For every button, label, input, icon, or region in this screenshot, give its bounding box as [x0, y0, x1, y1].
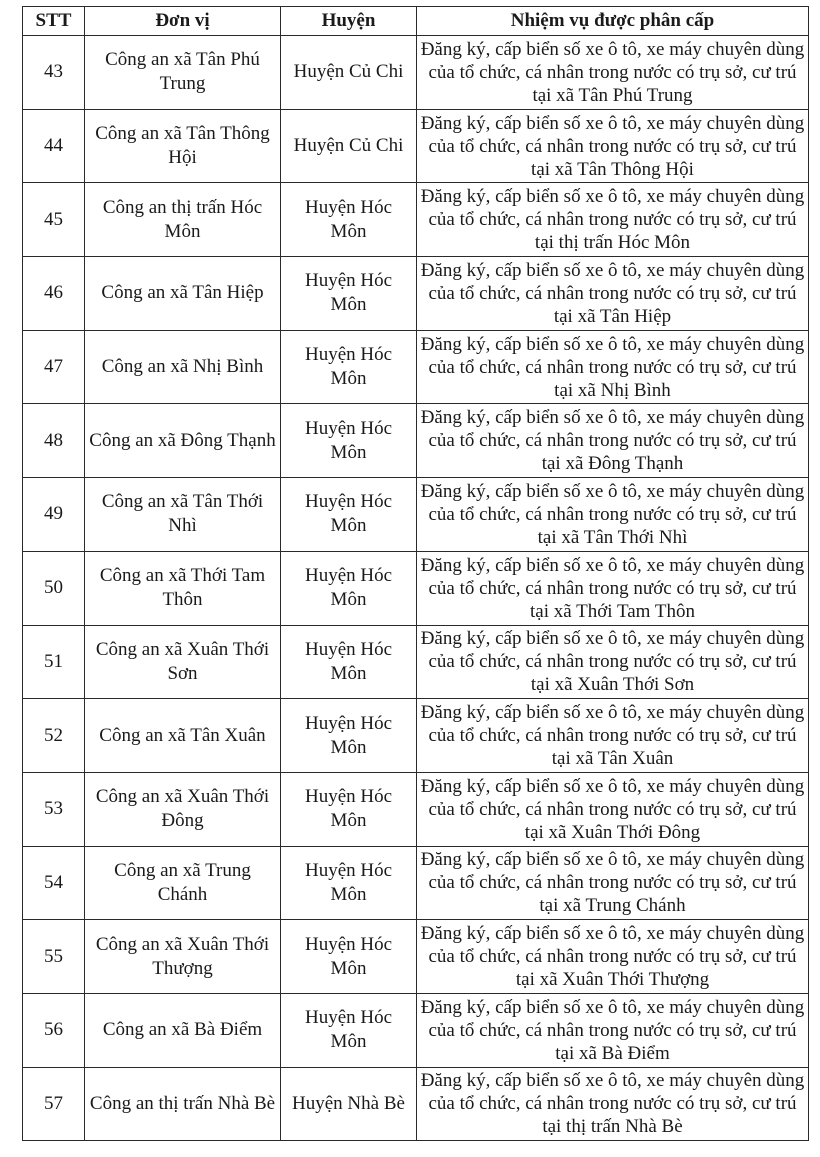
row-unit: Công an xã Tân Thới Nhì — [85, 478, 281, 552]
document-page — [22, 6, 808, 1141]
header-task: Nhiệm vụ được phân cấp — [417, 7, 809, 36]
row-task: Đăng ký, cấp biển số xe ô tô, xe máy chuyên dùng của tổ chức, cá nhân trong nước có trụ sở, cư trú tại xã Nhị Bình — [417, 330, 809, 404]
row-stt: 54 — [23, 846, 85, 920]
row-stt: 44 — [23, 109, 85, 183]
row-stt: 57 — [23, 1067, 85, 1141]
table-row — [23, 920, 809, 994]
table-row — [23, 625, 809, 699]
row-task: Đăng ký, cấp biển số xe ô tô, xe máy chuyên dùng của tổ chức, cá nhân trong nước có trụ sở, cư trú tại xã Bà Điểm — [417, 993, 809, 1067]
row-unit: Công an xã Xuân Thới Sơn — [85, 625, 281, 699]
row-task: Đăng ký, cấp biển số xe ô tô, xe máy chuyên dùng của tổ chức, cá nhân trong nước có trụ sở, cư trú tại xã Đông Thạnh — [417, 404, 809, 478]
row-unit: Công an xã Bà Điểm — [85, 993, 281, 1067]
row-task: Đăng ký, cấp biển số xe ô tô, xe máy chuyên dùng của tổ chức, cá nhân trong nước có trụ sở, cư trú tại xã Tân Xuân — [417, 699, 809, 773]
table-row — [23, 257, 809, 331]
row-stt: 56 — [23, 993, 85, 1067]
row-task: Đăng ký, cấp biển số xe ô tô, xe máy chuyên dùng của tổ chức, cá nhân trong nước có trụ sở, cư trú tại xã Tân Phú Trung — [417, 36, 809, 110]
row-task: Đăng ký, cấp biển số xe ô tô, xe máy chuyên dùng của tổ chức, cá nhân trong nước có trụ sở, cư trú tại xã Xuân Thới Sơn — [417, 625, 809, 699]
row-unit: Công an xã Tân Hiệp — [85, 257, 281, 331]
row-task: Đăng ký, cấp biển số xe ô tô, xe máy chuyên dùng của tổ chức, cá nhân trong nước có trụ sở, cư trú tại thị trấn Nhà Bè — [417, 1067, 809, 1141]
row-district: Huyện Củ Chi — [281, 36, 417, 110]
table-row — [23, 183, 809, 257]
row-district: Huyện Hóc Môn — [281, 404, 417, 478]
row-unit: Công an thị trấn Hóc Môn — [85, 183, 281, 257]
row-unit: Công an xã Thới Tam Thôn — [85, 551, 281, 625]
row-district: Huyện Nhà Bè — [281, 1067, 417, 1141]
row-district: Huyện Hóc Môn — [281, 330, 417, 404]
row-district: Huyện Hóc Môn — [281, 772, 417, 846]
row-stt: 45 — [23, 183, 85, 257]
row-task: Đăng ký, cấp biển số xe ô tô, xe máy chuyên dùng của tổ chức, cá nhân trong nước có trụ sở, cư trú tại xã Xuân Thới Đông — [417, 772, 809, 846]
row-stt: 52 — [23, 699, 85, 773]
row-unit: Công an xã Tân Thông Hội — [85, 109, 281, 183]
row-district: Huyện Hóc Môn — [281, 625, 417, 699]
row-stt: 46 — [23, 257, 85, 331]
row-district: Huyện Củ Chi — [281, 109, 417, 183]
row-unit: Công an xã Tân Phú Trung — [85, 36, 281, 110]
row-unit: Công an thị trấn Nhà Bè — [85, 1067, 281, 1141]
row-task: Đăng ký, cấp biển số xe ô tô, xe máy chuyên dùng của tổ chức, cá nhân trong nước có trụ sở, cư trú tại xã Xuân Thới Thượng — [417, 920, 809, 994]
table-row — [23, 330, 809, 404]
row-unit: Công an xã Nhị Bình — [85, 330, 281, 404]
row-stt: 53 — [23, 772, 85, 846]
row-unit: Công an xã Trung Chánh — [85, 846, 281, 920]
row-task: Đăng ký, cấp biển số xe ô tô, xe máy chuyên dùng của tổ chức, cá nhân trong nước có trụ sở, cư trú tại xã Trung Chánh — [417, 846, 809, 920]
table-header — [23, 7, 809, 36]
row-stt: 55 — [23, 920, 85, 994]
row-district: Huyện Hóc Môn — [281, 257, 417, 331]
row-district: Huyện Hóc Môn — [281, 478, 417, 552]
table-row — [23, 404, 809, 478]
header-district: Huyện — [281, 7, 417, 36]
row-stt: 51 — [23, 625, 85, 699]
row-unit: Công an xã Đông Thạnh — [85, 404, 281, 478]
table-row — [23, 109, 809, 183]
row-district: Huyện Hóc Môn — [281, 551, 417, 625]
row-stt: 48 — [23, 404, 85, 478]
row-unit: Công an xã Tân Xuân — [85, 699, 281, 773]
header-unit: Đơn vị — [85, 7, 281, 36]
header-row — [23, 7, 809, 36]
table-row — [23, 699, 809, 773]
table-body — [23, 36, 809, 1141]
table-row — [23, 846, 809, 920]
table-row — [23, 551, 809, 625]
row-stt: 47 — [23, 330, 85, 404]
row-task: Đăng ký, cấp biển số xe ô tô, xe máy chuyên dùng của tổ chức, cá nhân trong nước có trụ sở, cư trú tại thị trấn Hóc Môn — [417, 183, 809, 257]
row-stt: 50 — [23, 551, 85, 625]
table-row — [23, 772, 809, 846]
delegation-table — [22, 6, 809, 1141]
row-district: Huyện Hóc Môn — [281, 183, 417, 257]
row-stt: 43 — [23, 36, 85, 110]
row-unit: Công an xã Xuân Thới Thượng — [85, 920, 281, 994]
row-district: Huyện Hóc Môn — [281, 993, 417, 1067]
table-row — [23, 36, 809, 110]
row-district: Huyện Hóc Môn — [281, 846, 417, 920]
row-district: Huyện Hóc Môn — [281, 920, 417, 994]
row-unit: Công an xã Xuân Thới Đông — [85, 772, 281, 846]
table-row — [23, 1067, 809, 1141]
row-task: Đăng ký, cấp biển số xe ô tô, xe máy chuyên dùng của tổ chức, cá nhân trong nước có trụ sở, cư trú tại xã Tân Thông Hội — [417, 109, 809, 183]
row-district: Huyện Hóc Môn — [281, 699, 417, 773]
header-stt: STT — [23, 7, 85, 36]
table-row — [23, 478, 809, 552]
table-row — [23, 993, 809, 1067]
row-task: Đăng ký, cấp biển số xe ô tô, xe máy chuyên dùng của tổ chức, cá nhân trong nước có trụ sở, cư trú tại xã Tân Hiệp — [417, 257, 809, 331]
row-task: Đăng ký, cấp biển số xe ô tô, xe máy chuyên dùng của tổ chức, cá nhân trong nước có trụ sở, cư trú tại xã Thới Tam Thôn — [417, 551, 809, 625]
row-stt: 49 — [23, 478, 85, 552]
row-task: Đăng ký, cấp biển số xe ô tô, xe máy chuyên dùng của tổ chức, cá nhân trong nước có trụ sở, cư trú tại xã Tân Thới Nhì — [417, 478, 809, 552]
